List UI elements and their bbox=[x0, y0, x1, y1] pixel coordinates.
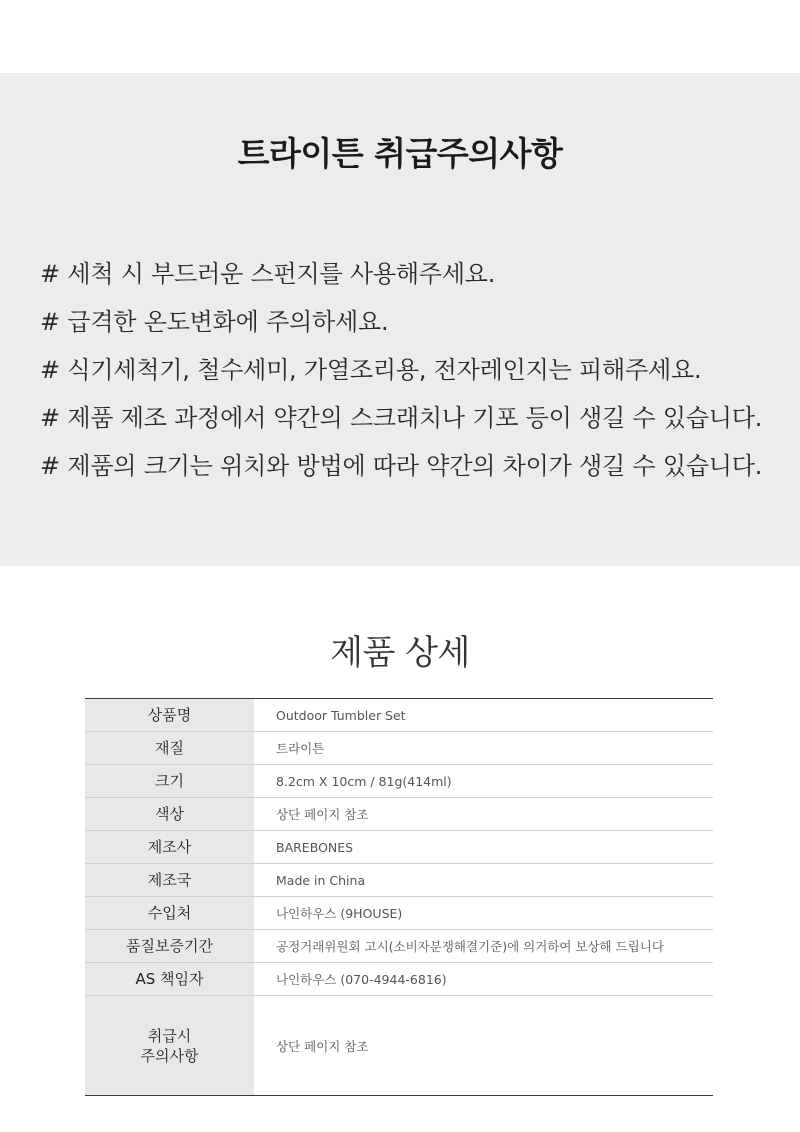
spec-value: 상단 페이지 참조 bbox=[276, 1038, 369, 1054]
spec-label: 제조사 bbox=[85, 831, 254, 864]
caution-title: 트라이튼 취급주의사항 bbox=[237, 134, 563, 173]
spec-label: 수입처 bbox=[85, 897, 254, 930]
spec-label: 크기 bbox=[85, 765, 254, 798]
caution-item: # 식기세척기, 철수세미, 가열조리용, 전자레인지는 피해주세요. bbox=[40, 356, 702, 384]
caution-list bbox=[40, 250, 780, 490]
spec-value: 나인하우스 (070-4944-6816) bbox=[254, 963, 713, 996]
spec-label-line: 주의사항 bbox=[140, 1046, 199, 1065]
spec-label bbox=[85, 996, 254, 1096]
spec-row-manufacturer bbox=[85, 831, 713, 864]
spec-row-as-contact bbox=[85, 963, 713, 996]
spec-label: 품질보증기간 bbox=[85, 930, 254, 963]
spec-row-product-name bbox=[85, 699, 713, 732]
spec-row-handling bbox=[85, 996, 713, 1096]
spec-value: Outdoor Tumbler Set bbox=[254, 699, 713, 732]
spec-value: BAREBONES bbox=[254, 831, 713, 864]
spec-row-size bbox=[85, 765, 713, 798]
spec-row-country bbox=[85, 864, 713, 897]
spec-label: 재질 bbox=[85, 732, 254, 765]
spec-value: Made in China bbox=[254, 864, 713, 897]
spec-row-color bbox=[85, 798, 713, 831]
spec-value: 상단 페이지 참조 bbox=[254, 798, 713, 831]
product-spec-table bbox=[85, 698, 713, 1096]
spec-row-warranty bbox=[85, 930, 713, 963]
spec-label: 상품명 bbox=[85, 699, 254, 732]
caution-item: # 급격한 온도변화에 주의하세요. bbox=[40, 308, 389, 336]
spec-value: 8.2cm X 10cm / 81g(414ml) bbox=[254, 765, 713, 798]
spec-row-material bbox=[85, 732, 713, 765]
spec-label: AS 책임자 bbox=[85, 963, 254, 996]
spec-row-importer bbox=[85, 897, 713, 930]
caution-item: # 세척 시 부드러운 스펀지를 사용해주세요. bbox=[40, 260, 496, 288]
caution-item: # 제품 제조 과정에서 약간의 스크래치나 기포 등이 생길 수 있습니다. bbox=[40, 404, 763, 432]
spec-value: 공정거래위원회 고시(소비자분쟁해결기준)에 의거하여 보상해 드립니다 bbox=[254, 930, 713, 963]
caution-item: # 제품의 크기는 위치와 방법에 따라 약간의 차이가 생길 수 있습니다. bbox=[40, 452, 763, 480]
product-detail-title: 제품 상세 bbox=[330, 633, 470, 673]
spec-label: 색상 bbox=[85, 798, 254, 831]
spec-value: 트라이튼 bbox=[254, 732, 713, 765]
spec-label-line: 취급시 bbox=[147, 1026, 192, 1045]
spec-label: 제조국 bbox=[85, 864, 254, 897]
spec-value: 나인하우스 (9HOUSE) bbox=[254, 897, 713, 930]
